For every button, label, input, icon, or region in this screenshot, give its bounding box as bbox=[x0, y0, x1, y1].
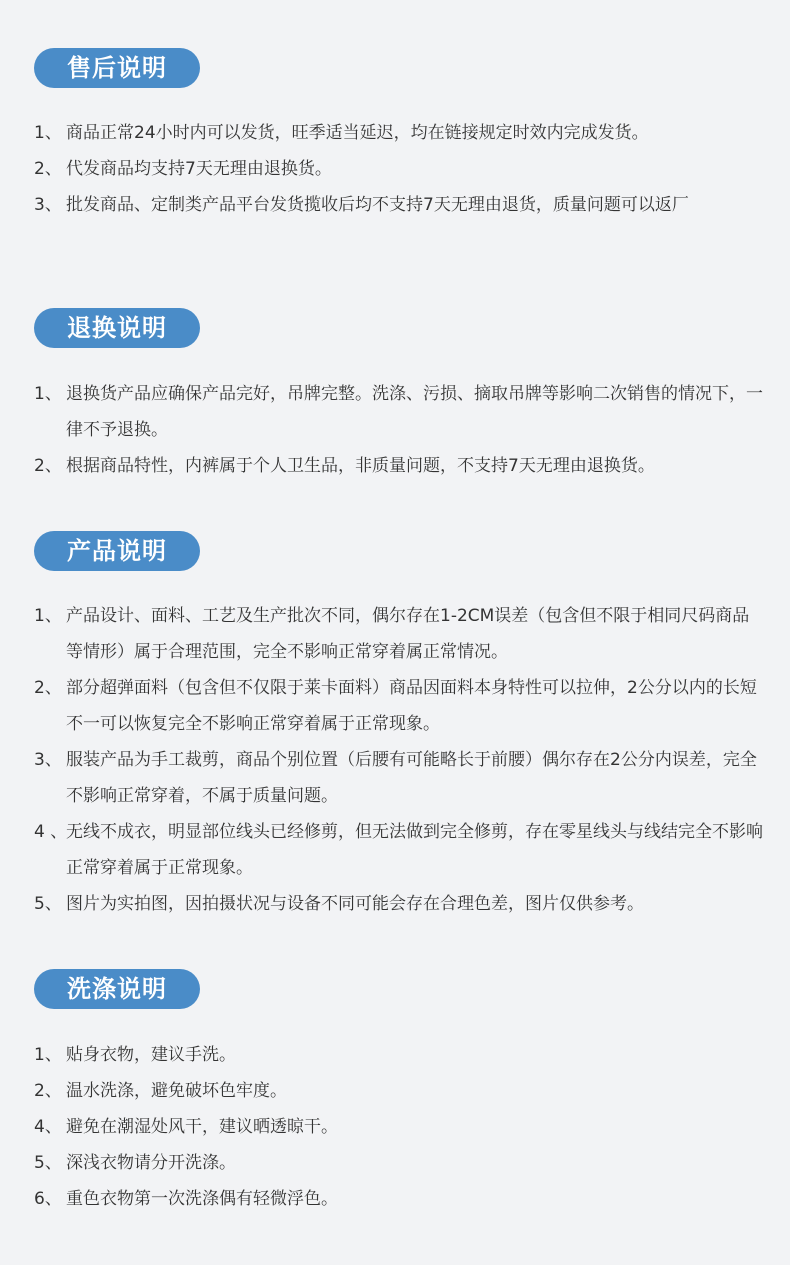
list-item bbox=[34, 814, 764, 886]
item-text: 代发商品均支持7天无理由退换货。 bbox=[66, 159, 332, 179]
item-text: 批发商品、定制类产品平台发货揽收后均不支持7天无理由退货，质量问题可以返厂 bbox=[66, 195, 689, 215]
item-text: 服装产品为手工裁剪，商品个别位置（后腰有可能略长于前腰）偶尔存在2公分内误差，完全不影响正常穿着，不属于质量问题。 bbox=[66, 750, 757, 806]
item-number: 2、 bbox=[34, 159, 62, 179]
list-item bbox=[34, 598, 764, 670]
item-number: 3、 bbox=[34, 195, 62, 215]
section-title-pill: 产品说明 bbox=[34, 531, 200, 571]
list-item bbox=[34, 1037, 764, 1073]
item-text: 图片为实拍图，因拍摄状况与设备不同可能会存在合理色差，图片仅供参考。 bbox=[66, 894, 644, 914]
section-title-pill: 售后说明 bbox=[34, 48, 200, 88]
item-text: 重色衣物第一次洗涤偶有轻微浮色。 bbox=[66, 1189, 338, 1209]
list-item bbox=[34, 1073, 764, 1109]
list-item bbox=[34, 670, 764, 742]
item-list bbox=[34, 598, 764, 922]
list-item bbox=[34, 115, 764, 151]
item-number: 5、 bbox=[34, 894, 62, 914]
section-title-pill: 洗涤说明 bbox=[34, 969, 200, 1009]
list-item bbox=[34, 742, 764, 814]
list-item bbox=[34, 376, 764, 448]
item-text: 无线不成衣，明显部位线头已经修剪，但无法做到完全修剪，存在零星线头与线结完全不影响正常穿着属于正常现象。 bbox=[66, 822, 763, 878]
item-number: 5、 bbox=[34, 1153, 62, 1173]
item-number: 1、 bbox=[34, 123, 62, 143]
item-number: 2、 bbox=[34, 1081, 62, 1101]
item-list bbox=[34, 376, 764, 484]
item-number: 3、 bbox=[34, 750, 62, 770]
section-title-pill: 退换说明 bbox=[34, 308, 200, 348]
item-text: 根据商品特性，内裤属于个人卫生品，非质量问题，不支持7天无理由退换货。 bbox=[66, 456, 655, 476]
list-item bbox=[34, 1145, 764, 1181]
item-text: 产品设计、面料、工艺及生产批次不同，偶尔存在1-2CM误差（包含但不限于相同尺码商品等情形）属于合理范围，完全不影响正常穿着属正常情况。 bbox=[66, 606, 750, 662]
item-text: 贴身衣物，建议手洗。 bbox=[66, 1045, 236, 1065]
item-list bbox=[34, 115, 764, 223]
item-text: 商品正常24小时内可以发货，旺季适当延迟，均在链接规定时效内完成发货。 bbox=[66, 123, 649, 143]
item-number: 1、 bbox=[34, 384, 62, 404]
item-text: 深浅衣物请分开洗涤。 bbox=[66, 1153, 236, 1173]
item-number: 2、 bbox=[34, 456, 62, 476]
item-number: 1、 bbox=[34, 1045, 62, 1065]
list-item bbox=[34, 1181, 764, 1217]
item-text: 部分超弹面料（包含但不仅限于莱卡面料）商品因面料本身特性可以拉伸，2公分以内的长短不一可以恢复完全不影响正常穿着属于正常现象。 bbox=[66, 678, 757, 734]
item-number: 4 、 bbox=[34, 822, 68, 842]
item-number: 1、 bbox=[34, 606, 62, 626]
item-number: 4、 bbox=[34, 1117, 62, 1137]
list-item bbox=[34, 187, 764, 223]
list-item bbox=[34, 1109, 764, 1145]
list-item bbox=[34, 448, 764, 484]
item-number: 6、 bbox=[34, 1189, 62, 1209]
list-item bbox=[34, 886, 764, 922]
item-text: 温水洗涤，避免破坏色牢度。 bbox=[66, 1081, 287, 1101]
item-text: 退换货产品应确保产品完好，吊牌完整。洗涤、污损、摘取吊牌等影响二次销售的情况下，一律不予退换。 bbox=[66, 384, 763, 440]
item-list bbox=[34, 1037, 764, 1217]
list-item bbox=[34, 151, 764, 187]
item-number: 2、 bbox=[34, 678, 62, 698]
item-text: 避免在潮湿处风干，建议晒透晾干。 bbox=[66, 1117, 338, 1137]
